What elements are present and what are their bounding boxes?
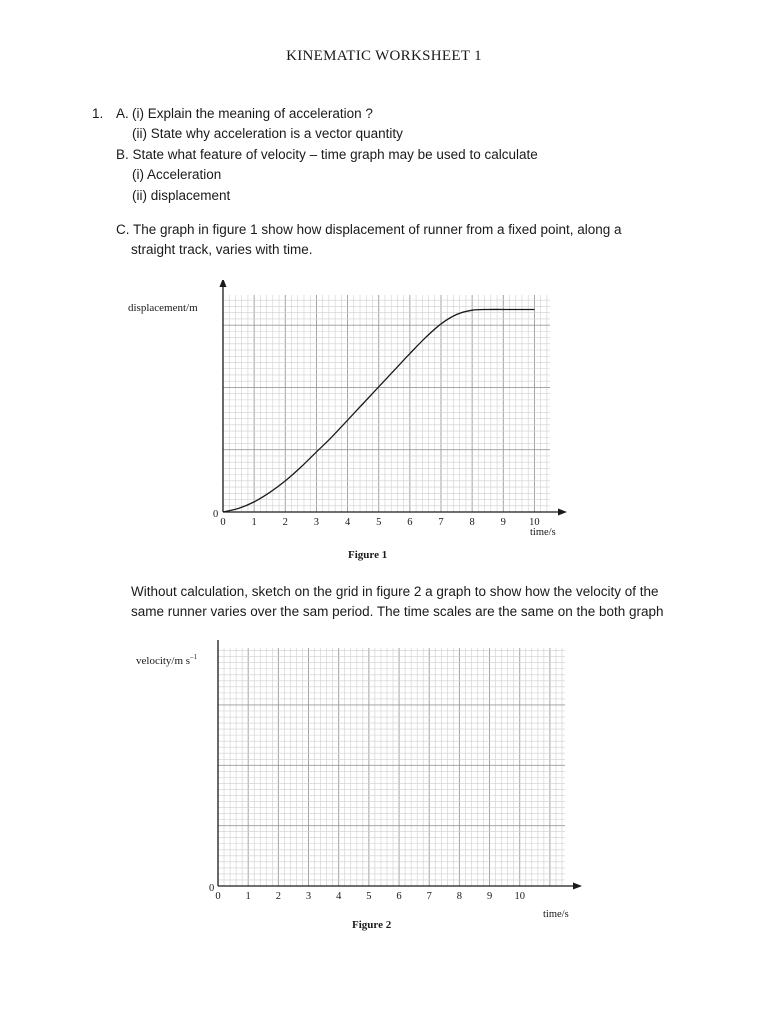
figure-1-tick-labels [220, 517, 539, 528]
figure-2-grid [218, 648, 565, 886]
figure-2-x-axis-label: time/s [543, 909, 569, 920]
part-a-i: (i) Explain the meaning of acceleration ? [132, 106, 373, 121]
figure-1-axes [220, 280, 568, 516]
part-c-line1: C. The graph in figure 1 show how displacement of runner from a fixed point, along a [116, 222, 622, 237]
x-tick-label: 3 [305, 891, 312, 902]
figure-2-caption: Figure 2 [352, 919, 392, 931]
x-tick-label: 8 [456, 891, 463, 902]
y-axis-arrow [220, 280, 227, 287]
x-tick-label: 1 [251, 517, 257, 528]
figure-1-y-axis-label: displacement/m [128, 302, 198, 314]
x-tick-label: 5 [366, 891, 372, 902]
x-axis-arrow [558, 509, 567, 516]
part-b-ii: (ii) displacement [132, 188, 231, 203]
sketch-instruction-line1: Without calculation, sketch on the grid in figure 2 a graph to show how the velocity of the [131, 584, 659, 599]
x-tick-label: 0 [220, 517, 226, 528]
x-tick-label: 2 [282, 517, 288, 528]
figure-2-axes [215, 640, 583, 890]
figure-2-y-axis-label: velocity/m $s^{-1}$ [136, 653, 198, 667]
x-tick-label: 4 [336, 891, 342, 902]
x-tick-label: 5 [376, 517, 382, 528]
figure-1-caption: Figure 1 [348, 549, 388, 561]
figure-1-chart [0, 280, 768, 570]
x-tick-label: 6 [407, 517, 413, 528]
figure-1-x-axis-label: time/s [530, 527, 556, 538]
x-axis-arrow [573, 883, 582, 890]
x-tick-label: 10 [529, 517, 540, 528]
figure-1-origin-label: 0 [213, 509, 219, 520]
x-tick-label: 9 [486, 891, 493, 902]
figure-2-chart [0, 640, 768, 940]
figure-2-tick-labels [215, 891, 525, 902]
worksheet-title: KINEMATIC WORKSHEET 1 [286, 48, 482, 64]
part-b: B. State what feature of velocity – time graph may be used to calculate [116, 147, 538, 162]
x-tick-label: 9 [500, 517, 506, 528]
x-tick-label: 4 [344, 517, 351, 528]
x-tick-label: 2 [275, 891, 281, 902]
x-tick-label: 8 [469, 517, 475, 528]
part-a-label: A. [116, 106, 129, 121]
x-tick-label: 10 [514, 891, 525, 902]
part-c-line2: straight track, varies with time. [131, 242, 313, 257]
figure-2-origin-label: 0 [209, 883, 215, 894]
sketch-instruction-line2: same runner varies over the sam period. The time scales are the same on the both graph [131, 604, 664, 619]
x-tick-label: 7 [438, 517, 444, 528]
question-number: 1. [92, 106, 104, 121]
x-tick-label: 6 [396, 891, 402, 902]
figure-1-grid [223, 295, 550, 512]
x-tick-label: 7 [426, 891, 432, 902]
x-tick-label: 1 [245, 891, 251, 902]
x-tick-label: 0 [215, 891, 221, 902]
x-tick-label: 3 [313, 517, 320, 528]
part-a-ii: (ii) State why acceleration is a vector quantity [132, 126, 403, 141]
part-b-i: (i) Acceleration [132, 167, 222, 182]
